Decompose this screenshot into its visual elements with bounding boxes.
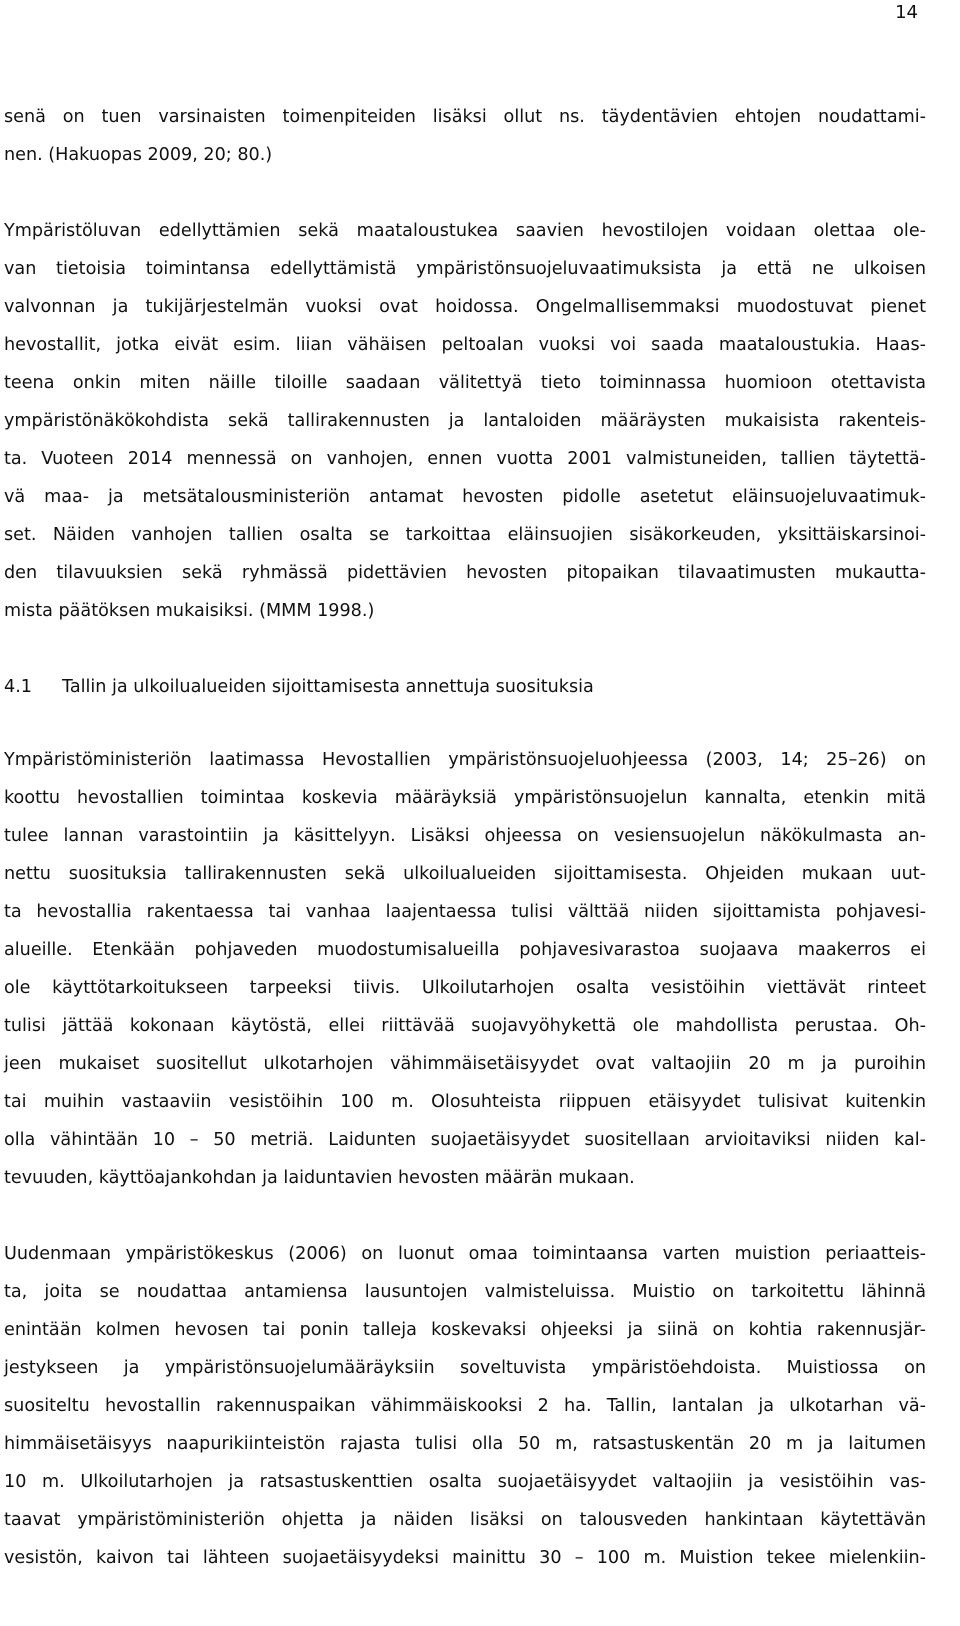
paragraph-line: ole käyttötarkoitukseen tarpeeksi tiivis. Ulkoilutarhojen osalta vesistöihin viettävät rinteet [4,978,926,998]
paragraph-line: 10 m. Ulkoilutarhojen ja ratsastuskenttien osalta suojaetäisyydet valtaojiin ja vesistöihin vas- [4,1472,926,1492]
paragraph-line: tulisi jättää kokonaan käytöstä, ellei riittävää suojavyöhykettä ole mahdollista perustaa. Oh- [4,1016,926,1036]
paragraph-line: hevostallit, jotka eivät esim. liian vähäisen peltoalan vuoksi voi saada maataloustukia. Haas- [4,335,926,355]
paragraph-line: Ympäristöministeriön laatimassa Hevostallien ympäristönsuojeluohjeessa (2003, 14; 25–26) on [4,750,926,770]
paragraph-line: van tietoisia toimintansa edellyttämistä ympäristönsuojeluvaatimuksista ja että ne ulkoisen [4,259,926,279]
paragraph-line: den tilavuuksien sekä ryhmässä pidettävien hevosten pitopaikan tilavaatimusten mukautta- [4,563,926,583]
paragraph-line: ta hevostallia rakentaessa tai vanhaa laajentaessa tulisi välttää niiden sijoittamista pohjavesi- [4,902,926,922]
paragraph-line: vesistön, kaivon tai lähteen suojaetäisyydeksi mainittu 30 – 100 m. Muistion tekee mielenkiin- [4,1548,926,1568]
paragraph-line: enintään kolmen hevosen tai ponin talleja koskevaksi ohjeeksi ja siinä on kohtia rakennusjär- [4,1320,926,1340]
paragraph-line: ta. Vuoteen 2014 mennessä on vanhojen, ennen vuotta 2001 valmistuneiden, tallien täytettä- [4,449,926,469]
page-number: 14 [895,2,918,23]
paragraph-line: senä on tuen varsinaisten toimenpiteiden lisäksi ollut ns. täydentävien ehtojen noudattami- [4,107,926,127]
paragraph-line: teena onkin miten näille tiloille saadaan välitettyä tieto toiminnassa huomioon otettavista [4,373,926,393]
paragraph-line: set. Näiden vanhojen tallien osalta se tarkoittaa eläinsuojien sisäkorkeuden, yksittäiskarsinoi- [4,525,926,545]
paragraph-line: nettu suosituksia tallirakennusten sekä ulkoilualueiden sijoittamisesta. Ohjeiden mukaan uut- [4,864,926,884]
paragraph-line: koottu hevostallien toimintaa koskevia määräyksiä ympäristönsuojelun kannalta, etenkin mitä [4,788,926,808]
paragraph-line: taavat ympäristöministeriön ohjetta ja näiden lisäksi on talousveden hankintaan käytettävän [4,1510,926,1530]
paragraph-line: Ympäristöluvan edellyttämien sekä maataloustukea saavien hevostilojen voidaan olettaa ole- [4,221,926,241]
section-heading [4,676,594,698]
paragraph-line: valvonnan ja tukijärjestelmän vuoksi ovat hoidossa. Ongelmallisemmaksi muodostuvat pienet [4,297,926,317]
paragraph-line: nen. (Hakuopas 2009, 20; 80.) [4,145,273,165]
section-number: 4.1 [4,677,32,697]
paragraph-line: ta, joita se noudattaa antamiensa lausuntojen valmisteluissa. Muistio on tarkoitettu lähinnä [4,1282,926,1302]
paragraph-line: jestykseen ja ympäristönsuojelumääräyksiin soveltuvista ympäristöehdoista. Muistiossa on [4,1358,926,1378]
paragraph-line: himmäisetäisyys naapurikiinteistön rajasta tulisi olla 50 m, ratsastuskentän 20 m ja laitumen [4,1434,926,1454]
paragraph-line: mista päätöksen mukaisiksi. (MMM 1998.) [4,601,375,621]
paragraph-line: Uudenmaan ympäristökeskus (2006) on luonut omaa toimintaansa varten muistion periaatteis- [4,1244,926,1264]
paragraph-line: vä maa- ja metsätalousministeriön antamat hevosten pidolle asetetut eläinsuojeluvaatimuk- [4,487,926,507]
paragraph-line: tulee lannan varastointiin ja käsittelyyn. Lisäksi ohjeessa on vesiensuojelun näkökulmasta an- [4,826,926,846]
paragraph-line: ympäristönäkökohdista sekä tallirakennusten ja lantaloiden määräysten mukaisista rakenteis- [4,411,926,431]
paragraph-line: alueille. Etenkään pohjaveden muodostumisalueilla pohjavesivarastoa suojaava maakerros ei [4,940,926,960]
paragraph-line: tai muihin vastaaviin vesistöihin 100 m. Olosuhteista riippuen etäisyydet tulisivat kuitenkin [4,1092,926,1112]
section-title: Tallin ja ulkoilualueiden sijoittamisesta annettuja suosituksia [62,677,594,697]
paragraph-line: jeen mukaiset suositellut ulkotarhojen vähimmäisetäisyydet ovat valtaojiin 20 m ja puroihin [4,1054,926,1074]
paragraph-line: tevuuden, käyttöajankohdan ja laiduntavien hevosten määrän mukaan. [4,1168,635,1188]
paragraph-line: olla vähintään 10 – 50 metriä. Laidunten suojaetäisyydet suositellaan arvioitaviksi niiden kal- [4,1130,926,1150]
paragraph-line: suositeltu hevostallin rakennuspaikan vähimmäiskooksi 2 ha. Tallin, lantalan ja ulkotarhan vä- [4,1396,926,1416]
